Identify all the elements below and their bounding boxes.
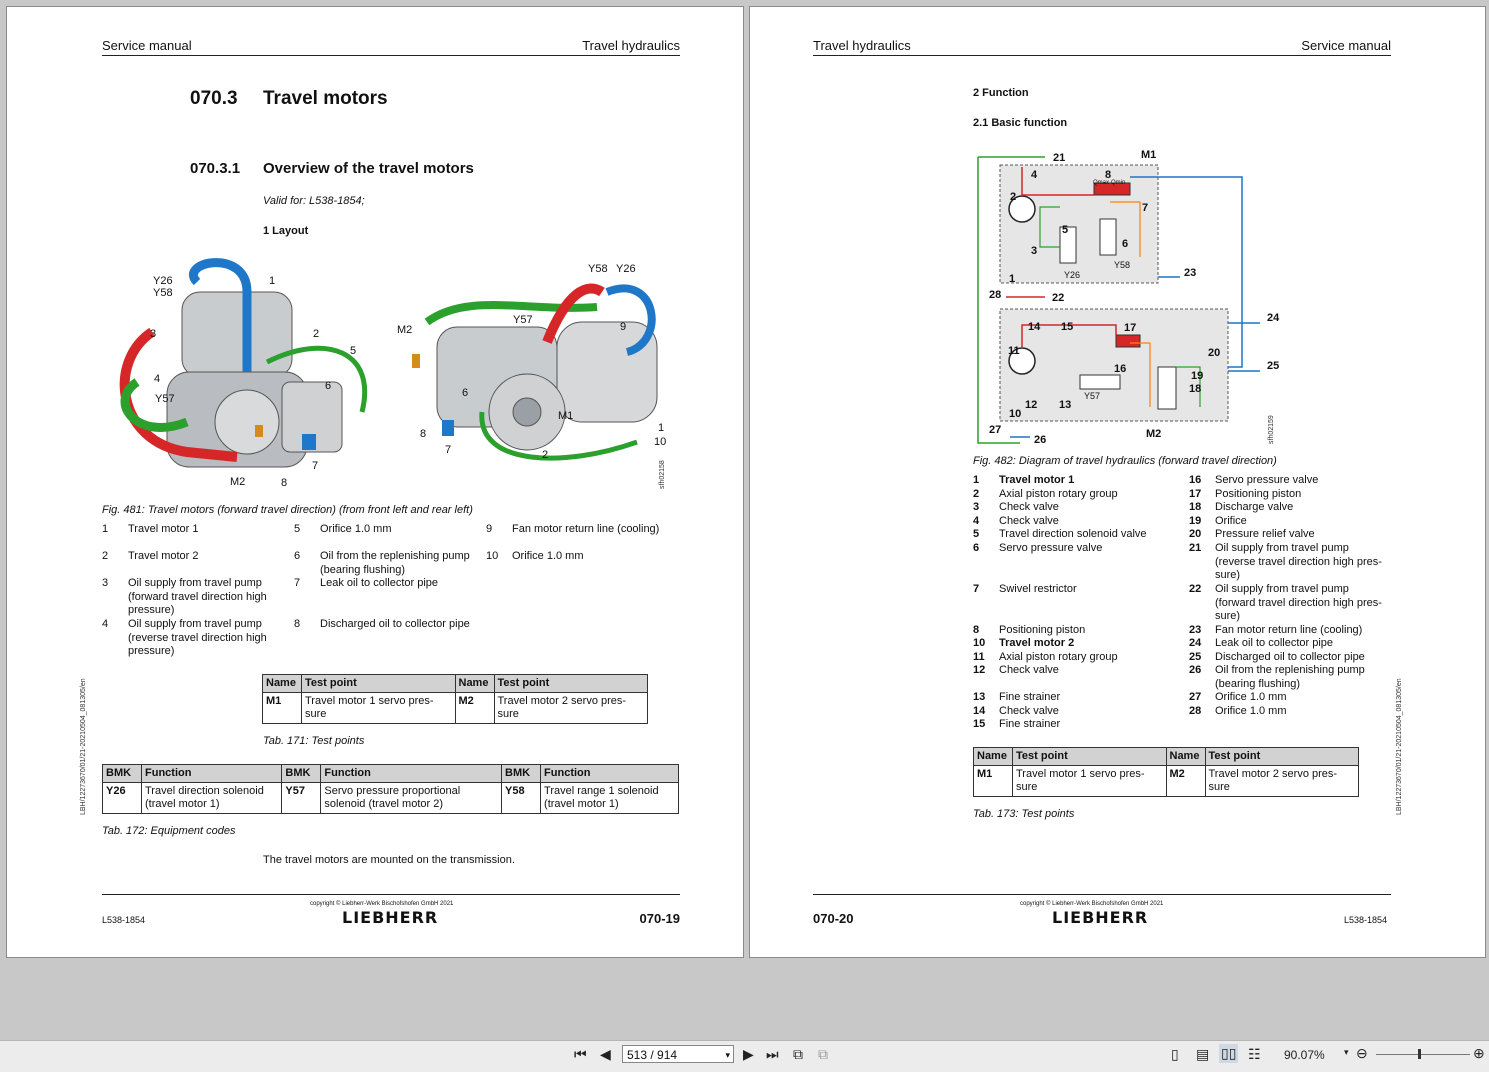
diagram-label-28: 28: [989, 289, 1002, 301]
diagram-label-24: 24: [1267, 312, 1280, 324]
diagram-label-m2: M2: [1146, 428, 1162, 440]
fig481-label-2: 2: [313, 328, 320, 340]
section-number: 070.3: [190, 88, 238, 109]
test-points-caption: Tab. 171: Test points: [263, 735, 365, 747]
layout-heading: 1 Layout: [263, 225, 309, 237]
footer-model: L538-1854: [1343, 915, 1387, 925]
fig481-label-4: 4: [154, 373, 161, 385]
diagram-label-17: 17: [1124, 322, 1137, 334]
zoom-slider-track[interactable]: [1376, 1054, 1470, 1055]
page-number-value: 513 / 914: [627, 1048, 678, 1062]
footer-page-number: 070-20: [813, 911, 854, 926]
table-header: BMK: [103, 765, 142, 783]
valid-for: Valid for: L538-1854;: [263, 195, 365, 207]
table-cell: M1: [263, 693, 302, 724]
continuous-icon[interactable]: ▤: [1196, 1046, 1210, 1062]
diagram-label-qmax: Qmax: [1093, 180, 1110, 186]
section-title: Travel motors: [263, 88, 388, 109]
diagram-label-13: 13: [1059, 399, 1072, 411]
diagram-label-5: 5: [1062, 224, 1069, 236]
diagram-code: sfh02159: [1268, 415, 1275, 444]
diagram-label-y57: Y57: [1084, 391, 1101, 401]
footer-model: L538-1854: [102, 915, 146, 925]
figure-481-caption: Fig. 481: Travel motors (forward travel direction) (from front left and rear left): [102, 504, 473, 516]
footer-copyright: copyright © Liebherr-Werk Bischofshofen GmbH 2021: [1020, 901, 1164, 907]
fig481-label-6: 6: [325, 380, 332, 392]
table-header: Test point: [302, 675, 456, 693]
table-cell: Travel motor 1 servo pres-sure: [302, 693, 456, 724]
side-code: LBH/12273670/01/21-20210504_081305/en: [80, 678, 87, 815]
diagram-label-19: 19: [1191, 370, 1204, 382]
fig481-label-r8: 8: [420, 428, 427, 440]
header-rule: [102, 55, 680, 56]
fig481-label-r6: 6: [462, 387, 469, 399]
diagram-label-18: 18: [1189, 383, 1202, 395]
zoom-level[interactable]: 90.07%: [1284, 1048, 1325, 1062]
fig481-label-r10: 10: [654, 436, 667, 448]
single-page-icon[interactable]: ▯: [1171, 1046, 1179, 1062]
table-cell: Travel motor 1 servo pres-sure: [1013, 766, 1167, 797]
fig481-label-9: 9: [620, 321, 627, 333]
fig481-label-r1: 1: [658, 422, 665, 434]
table-header: Name: [455, 675, 494, 693]
document-page-right: Travel hydraulics Service manual 2 Function 2.1 Basic function M1 21 8 Qmax Qmin 4 2 7 5 6 3 Y58 Y26 23 1 28 22 24 14 15 17 11 20 25 16 19 18 Y57 12 13 10 27 M2 26 sfh02159 Fig. 482: Diagram of travel hydraulics (forward travel direction) 1 Travel motor 1 2 Axial piston rotary group 3 Check valve 4 Check valve 5 Travel direction solenoid valve 6 Servo pressure valve 7 Swivel restrictor 8 Positioning piston 10 Travel motor 2 11 Axial piston rotary group 12 Check valve 13 Fine strainer 14 Check valve 15 Fine strainer 16 Servo pressure valve 17 Positioning piston 18 Discharge valve 19 Orifice 20 Pressure relief valve 21 Oil supply from travel pump (reverse travel direction high pres-sure) 22 Oil supply from travel pump (forward travel direction high pres-sure) 23 Fan motor return line (cooling) 24 Leak oil to collector pipe 25 Discharged oil to collector pipe 26 Oil from the replenishing pump (bearing flushing) 27 Orifice 1.0 mm 28 Orifice 1.0 mm Name Test point Name Test point M1 Travel motor 1 servo pres-sure M2 Travel motor 2 servo pres-sure Tab. 173: Test points LBH/12273670/01/21-20210504_081305/en 070-20 copyright © Liebherr-Werk Bischofshofen GmbH 2021 LIEBHERR L538-1854: [749, 6, 1486, 958]
table-header: BMK: [502, 765, 541, 783]
table-header: Name: [263, 675, 302, 693]
table-cell: Travel range 1 solenoid (travel motor 1): [541, 783, 679, 814]
diagram-label-3: 3: [1031, 245, 1038, 257]
table-header: BMK: [282, 765, 321, 783]
table-cell: M2: [1166, 766, 1205, 797]
fig481-label-m1: M1: [558, 410, 574, 422]
footer-rule: [813, 894, 1391, 895]
footer-rule: [102, 894, 680, 895]
diagram-label-qmin: Qmin: [1111, 180, 1126, 186]
header-rule: [813, 55, 1391, 56]
two-page-continuous-icon[interactable]: ☷: [1248, 1046, 1261, 1062]
diagram-label-2: 2: [1010, 191, 1017, 203]
subsection-title: Overview of the travel motors: [263, 160, 474, 177]
diagram-label-10: 10: [1009, 408, 1022, 420]
diagram-label-16: 16: [1114, 363, 1127, 375]
last-page-icon[interactable]: ⏭: [766, 1046, 779, 1062]
diagram-label-23: 23: [1184, 267, 1197, 279]
side-code: LBH/12273670/01/21-20210504_081305/en: [1396, 678, 1403, 815]
table-cell: Servo pressure proportional solenoid (travel motor 2): [321, 783, 502, 814]
zoom-in-icon[interactable]: ⊕: [1473, 1045, 1485, 1061]
diagram-label-4: 4: [1031, 169, 1038, 181]
table-header: Function: [142, 765, 282, 783]
fig481-label-5: 5: [350, 345, 357, 357]
test-points-table: [973, 747, 1359, 797]
equipment-codes-table: [102, 764, 679, 814]
table-header: Name: [974, 748, 1013, 766]
fig481-label-m2: M2: [230, 476, 246, 488]
table-header: Function: [541, 765, 679, 783]
basic-function-heading: 2.1 Basic function: [973, 117, 1068, 129]
table-cell: Travel motor 2 servo pres-sure: [494, 693, 648, 724]
table-header: Function: [321, 765, 502, 783]
fig481-label-y58b: Y58: [588, 263, 608, 275]
table-header: Name: [1166, 748, 1205, 766]
fig481-label-y58: Y58: [153, 287, 173, 299]
fig481-label-y57: Y57: [155, 393, 175, 405]
next-page-icon[interactable]: ▶: [743, 1046, 754, 1062]
table-cell: Y26: [103, 783, 142, 814]
diagram-label-20: 20: [1208, 347, 1221, 359]
diagram-label-m1: M1: [1141, 149, 1157, 161]
diagram-label-21: 21: [1053, 152, 1066, 164]
fig481-code: sfh02158: [659, 460, 666, 489]
liebherr-logo: LIEBHERR: [342, 908, 439, 927]
two-page-icon[interactable]: ▯▯: [1221, 1045, 1237, 1061]
fit-page-icon[interactable]: ⧉: [793, 1046, 803, 1062]
table-header: Test point: [1013, 748, 1167, 766]
document-page-left: Service manual Travel hydraulics 070.3 Travel motors 070.3.1 Overview of the travel motors Valid for: L538-1854; 1 Layout Y26 Y58 1 2 3 4 5 6 Y57 7 M2 8 Y58 Y26 M2 Y57 9 6 M1 8 7 1 10 2 sfh02158 Fig. 481: Travel motors (forward travel direction) (from front left and rear left) 1 Travel motor 1 2 Travel motor 2 3 Oil supply from travel pump (forward travel direction high pressure) 4 Oil supply from travel pump (reverse travel direction high pressure) 5 Orifice 1.0 mm 6 Oil from the replenishing pump (bearing flushing) 7 Leak oil to collector pipe 8 Discharged oil to collector pipe 9 Fan motor return line (cooling) 10 Orifice 1.0 mm Name Test point Name Test point M1 Travel motor 1 servo pres-sure M2 Travel motor 2 servo pres-sure Tab. 171: Test points BMK Function BMK Function BMK Function Y26 Travel direction solenoid (travel motor 1) Y57 Servo pressure proportional solenoid (travel motor 2) Y58 Travel range 1 solenoid (travel motor 1) Tab. 172: Equipment codes The travel motors are mounted on the transmission. LBH/12273670/01/21-20210504_081305/en L538-1854 copyright © Liebherr-Werk Bischofshofen GmbH 2021 LIEBHERR 070-19: [6, 6, 744, 958]
footer-page-number: 070-19: [639, 911, 680, 926]
diagram-label-11: 11: [1008, 345, 1020, 357]
zoom-out-icon[interactable]: ⊖: [1356, 1045, 1368, 1061]
chevron-down-icon[interactable]: ▾: [725, 1050, 730, 1060]
diagram-label-25: 25: [1267, 360, 1280, 372]
test-points-caption: Tab. 173: Test points: [973, 808, 1075, 820]
diagram-label-7: 7: [1142, 202, 1149, 214]
figure-482-caption: Fig. 482: Diagram of travel hydraulics (forward travel direction): [973, 455, 1277, 467]
header-right: Travel hydraulics: [582, 38, 680, 53]
fig481-label-y57b: Y57: [513, 314, 533, 326]
diagram-label-y26: Y26: [1064, 270, 1081, 280]
table-header: Test point: [1205, 748, 1359, 766]
zoom-slider-handle[interactable]: [1418, 1049, 1421, 1059]
hydraulic-diagram: [970, 147, 1290, 447]
first-page-icon[interactable]: ⏮: [574, 1046, 587, 1062]
body-text: The travel motors are mounted on the transmission.: [263, 854, 515, 866]
header-left: Travel hydraulics: [813, 38, 911, 53]
zoom-dropdown-icon[interactable]: ▾: [1344, 1047, 1349, 1057]
travel-motors-illustration: [97, 252, 677, 502]
diagram-label-26: 26: [1034, 434, 1047, 446]
footer-copyright: copyright © Liebherr-Werk Bischofshofen GmbH 2021: [310, 901, 454, 907]
table-header: Test point: [494, 675, 648, 693]
subsection-number: 070.3.1: [190, 160, 241, 177]
diagram-label-15: 15: [1061, 321, 1074, 333]
table-cell: M1: [974, 766, 1013, 797]
table-cell: Travel direction solenoid (travel motor 1): [142, 783, 282, 814]
function-heading: 2 Function: [973, 87, 1029, 99]
fig481-label-m2b: M2: [397, 324, 413, 336]
diagram-label-27: 27: [989, 424, 1002, 436]
header-right: Service manual: [1301, 38, 1391, 53]
prev-page-icon[interactable]: ◀: [600, 1046, 611, 1062]
diagram-label-22: 22: [1052, 292, 1065, 304]
fig481-label-y26: Y26: [153, 275, 173, 287]
fig481-label-7: 7: [312, 460, 319, 472]
fig481-label-1: 1: [269, 275, 276, 287]
diagram-label-12: 12: [1025, 399, 1038, 411]
diagram-label-14: 14: [1028, 321, 1041, 333]
liebherr-logo: LIEBHERR: [1052, 908, 1149, 927]
header-left: Service manual: [102, 38, 192, 53]
equipment-codes-caption: Tab. 172: Equipment codes: [102, 825, 236, 837]
table-cell: Travel motor 2 servo pres-sure: [1205, 766, 1359, 797]
table-cell: Y58: [502, 783, 541, 814]
diagram-label-1: 1: [1009, 273, 1016, 285]
fig481-label-r7: 7: [445, 444, 452, 456]
fit-width-icon[interactable]: ⧉: [818, 1046, 828, 1062]
table-cell: Y57: [282, 783, 321, 814]
fig481-label-3: 3: [150, 328, 157, 340]
diagram-label-8: 8: [1105, 169, 1112, 181]
test-points-table: [262, 674, 648, 724]
viewer-toolbar: [0, 1040, 1489, 1072]
fig481-label-r2: 2: [542, 449, 549, 461]
fig481-label-8: 8: [281, 477, 288, 489]
diagram-label-y58: Y58: [1114, 260, 1131, 270]
diagram-label-6: 6: [1122, 238, 1129, 250]
table-cell: M2: [455, 693, 494, 724]
fig481-label-y26b: Y26: [616, 263, 636, 275]
page-number-input[interactable]: [622, 1045, 734, 1063]
